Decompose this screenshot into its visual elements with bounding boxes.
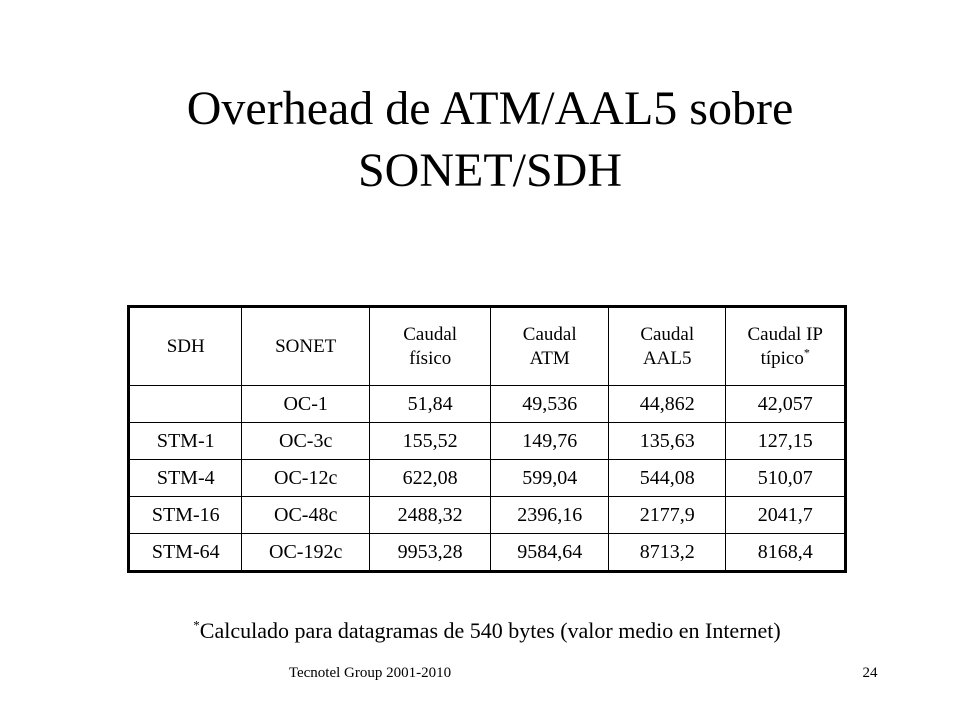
- cell-caudal-aal5: 135,63: [609, 423, 726, 460]
- header-caudal-atm-line-1: Caudal: [522, 323, 577, 345]
- cell-caudal-atm: 149,76: [491, 423, 609, 460]
- cell-caudal-aal5: 2177,9: [609, 497, 726, 534]
- slide-title-line-1: Overhead de ATM/AAL5 sobre: [186, 82, 794, 135]
- table-header-row: [129, 307, 846, 386]
- cell-caudal-atm: 9584,64: [491, 534, 609, 572]
- header-caudal-aal5-line-2: AAL5: [642, 347, 692, 369]
- cell-caudal-fisico: 51,84: [369, 386, 491, 423]
- table-row: [129, 534, 846, 572]
- cell-caudal-fisico: 622,08: [369, 460, 491, 497]
- cell-sonet: OC-1: [242, 386, 369, 423]
- cell-caudal-fisico: 2488,32: [369, 497, 491, 534]
- footer-copyright: Tecnotel Group 2001-2010: [288, 665, 452, 681]
- cell-sonet: OC-12c: [242, 460, 369, 497]
- header-sonet-line-1: SONET: [275, 335, 337, 357]
- header-caudal-ip: [726, 307, 846, 386]
- header-caudal-ip-footnote-mark: *: [803, 345, 810, 360]
- cell-caudal-atm: 599,04: [491, 460, 609, 497]
- slide-title-line-2: SONET/SDH: [357, 144, 623, 197]
- cell-sdh: STM-16: [129, 497, 242, 534]
- cell-sonet: OC-192c: [242, 534, 369, 572]
- cell-sdh: [129, 386, 242, 423]
- footnote: [0, 618, 960, 644]
- cell-sdh: STM-64: [129, 534, 242, 572]
- header-caudal-aal5-line-1: Caudal: [640, 323, 695, 345]
- footnote-mark: *: [193, 617, 200, 633]
- table-body: [129, 386, 846, 572]
- cell-caudal-ip: 2041,7: [726, 497, 846, 534]
- table-row: [129, 386, 846, 423]
- header-caudal-atm-line-2: ATM: [529, 347, 570, 369]
- cell-sdh: STM-1: [129, 423, 242, 460]
- slide-title: [0, 78, 960, 202]
- header-caudal-aal5: [609, 307, 726, 386]
- cell-caudal-fisico: 155,52: [369, 423, 491, 460]
- table-row: [129, 497, 846, 534]
- cell-caudal-atm: 2396,16: [491, 497, 609, 534]
- cell-sonet: OC-3c: [242, 423, 369, 460]
- header-caudal-ip-line-2: típico: [760, 347, 804, 369]
- cell-caudal-fisico: 9953,28: [369, 534, 491, 572]
- footnote-text: Calculado para datagramas de 540 bytes (valor medio en Internet): [199, 618, 781, 643]
- header-caudal-atm: [491, 307, 609, 386]
- header-sonet: [242, 307, 369, 386]
- cell-caudal-aal5: 44,862: [609, 386, 726, 423]
- header-caudal-fisico-line-2: físico: [409, 347, 452, 369]
- cell-caudal-ip: 8168,4: [726, 534, 846, 572]
- footer-page-number: 24: [862, 665, 878, 681]
- header-caudal-ip-line-2-wrap: [728, 347, 842, 371]
- header-caudal-fisico: [369, 307, 491, 386]
- cell-caudal-ip: 42,057: [726, 386, 846, 423]
- header-caudal-fisico-line-1: Caudal: [403, 323, 458, 345]
- cell-sonet: OC-48c: [242, 497, 369, 534]
- cell-caudal-ip: 127,15: [726, 423, 846, 460]
- overhead-table: [127, 305, 847, 573]
- cell-caudal-aal5: 8713,2: [609, 534, 726, 572]
- cell-caudal-ip: 510,07: [726, 460, 846, 497]
- table-row: [129, 460, 846, 497]
- header-sdh: [129, 307, 242, 386]
- cell-sdh: STM-4: [129, 460, 242, 497]
- table-row: [129, 423, 846, 460]
- cell-caudal-atm: 49,536: [491, 386, 609, 423]
- cell-caudal-aal5: 544,08: [609, 460, 726, 497]
- header-sdh-line-1: SDH: [166, 335, 205, 357]
- header-caudal-ip-line-1: Caudal IP: [747, 323, 823, 345]
